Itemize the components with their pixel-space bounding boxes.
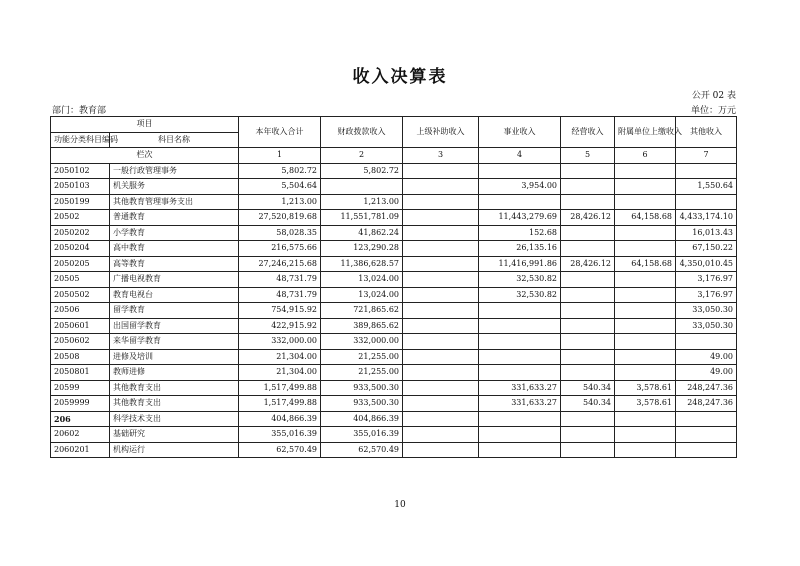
table-row xyxy=(51,365,737,381)
cell-name: 其他教育支出 xyxy=(110,380,239,396)
cell-affiliated xyxy=(615,241,676,257)
cell-other: 1,550.64 xyxy=(676,179,737,195)
cell-operating xyxy=(561,287,615,303)
cell-fiscal: 62,570.49 xyxy=(321,442,403,458)
cell-name: 基础研究 xyxy=(110,427,239,443)
cell-other xyxy=(676,411,737,427)
cell-total: 27,520,819.68 xyxy=(239,210,321,226)
cell-operating xyxy=(561,442,615,458)
cell-operating xyxy=(561,225,615,241)
cell-affiliated xyxy=(615,318,676,334)
col-index-label: 栏次 xyxy=(51,148,239,164)
cell-other xyxy=(676,442,737,458)
cell-total: 62,570.49 xyxy=(239,442,321,458)
cell-fiscal xyxy=(321,179,403,195)
table-row xyxy=(51,179,737,195)
cell-business: 331,633.27 xyxy=(479,380,561,396)
cell-operating xyxy=(561,318,615,334)
cell-affiliated: 3,578.61 xyxy=(615,380,676,396)
col-index-2: 2 xyxy=(321,148,403,164)
header-superior: 上级补助收入 xyxy=(403,117,479,148)
cell-total: 1,213.00 xyxy=(239,194,321,210)
cell-fiscal: 13,024.00 xyxy=(321,287,403,303)
col-index-5: 5 xyxy=(561,148,615,164)
cell-name: 留学教育 xyxy=(110,303,239,319)
cell-total: 5,802.72 xyxy=(239,163,321,179)
cell-name: 其他教育管理事务支出 xyxy=(110,194,239,210)
cell-affiliated xyxy=(615,334,676,350)
cell-fiscal: 933,500.30 xyxy=(321,380,403,396)
cell-affiliated: 64,158.68 xyxy=(615,210,676,226)
cell-other: 248,247.36 xyxy=(676,396,737,412)
cell-business: 32,530.82 xyxy=(479,287,561,303)
cell-name: 进修及培训 xyxy=(110,349,239,365)
cell-affiliated xyxy=(615,349,676,365)
cell-fiscal: 355,016.39 xyxy=(321,427,403,443)
header-total: 本年收入合计 xyxy=(239,117,321,148)
table-row xyxy=(51,163,737,179)
cell-operating xyxy=(561,241,615,257)
cell-operating: 28,426.12 xyxy=(561,256,615,272)
cell-operating xyxy=(561,411,615,427)
header-business: 事业收入 xyxy=(479,117,561,148)
cell-name: 来华留学教育 xyxy=(110,334,239,350)
cell-other xyxy=(676,194,737,210)
table-row xyxy=(51,225,737,241)
cell-other: 49.00 xyxy=(676,365,737,381)
cell-code: 206 xyxy=(51,411,110,427)
department-label: 部门：教育部 xyxy=(52,106,107,116)
cell-business xyxy=(479,318,561,334)
cell-superior xyxy=(403,272,479,288)
cell-other: 3,176.97 xyxy=(676,287,737,303)
cell-business: 331,633.27 xyxy=(479,396,561,412)
cell-name: 教育电视台 xyxy=(110,287,239,303)
cell-other: 16,013.43 xyxy=(676,225,737,241)
cell-business xyxy=(479,411,561,427)
table-row xyxy=(51,287,737,303)
cell-superior xyxy=(403,334,479,350)
cell-total: 5,504.64 xyxy=(239,179,321,195)
cell-operating xyxy=(561,303,615,319)
cell-affiliated: 3,578.61 xyxy=(615,396,676,412)
cell-affiliated xyxy=(615,365,676,381)
income-table xyxy=(50,116,737,458)
table-row xyxy=(51,318,737,334)
cell-operating: 540.34 xyxy=(561,380,615,396)
cell-total: 1,517,499.88 xyxy=(239,396,321,412)
cell-operating xyxy=(561,194,615,210)
cell-fiscal: 721,865.62 xyxy=(321,303,403,319)
cell-total: 21,304.00 xyxy=(239,365,321,381)
cell-operating: 28,426.12 xyxy=(561,210,615,226)
cell-fiscal: 11,386,628.57 xyxy=(321,256,403,272)
cell-operating xyxy=(561,365,615,381)
table-row xyxy=(51,442,737,458)
col-index-1: 1 xyxy=(239,148,321,164)
cell-code: 2059999 xyxy=(51,396,110,412)
cell-fiscal: 389,865.62 xyxy=(321,318,403,334)
cell-business: 26,135.16 xyxy=(479,241,561,257)
cell-name: 普通教育 xyxy=(110,210,239,226)
cell-fiscal: 41,862.24 xyxy=(321,225,403,241)
cell-code: 20508 xyxy=(51,349,110,365)
cell-business: 11,416,991.86 xyxy=(479,256,561,272)
cell-superior xyxy=(403,241,479,257)
cell-operating xyxy=(561,179,615,195)
cell-superior xyxy=(403,427,479,443)
cell-code: 2050199 xyxy=(51,194,110,210)
cell-total: 48,731.79 xyxy=(239,272,321,288)
cell-operating xyxy=(561,334,615,350)
cell-business xyxy=(479,365,561,381)
cell-business xyxy=(479,303,561,319)
cell-code: 20506 xyxy=(51,303,110,319)
sheet-number: 公开 02 表 xyxy=(691,91,736,101)
cell-superior xyxy=(403,303,479,319)
cell-affiliated xyxy=(615,272,676,288)
cell-business: 152.68 xyxy=(479,225,561,241)
table-row xyxy=(51,272,737,288)
cell-total: 404,866.39 xyxy=(239,411,321,427)
col-index-6: 6 xyxy=(615,148,676,164)
cell-other: 248,247.36 xyxy=(676,380,737,396)
cell-business xyxy=(479,163,561,179)
table-row xyxy=(51,194,737,210)
cell-other xyxy=(676,334,737,350)
page-number: 10 xyxy=(394,500,406,510)
cell-business xyxy=(479,334,561,350)
cell-code: 2050801 xyxy=(51,365,110,381)
cell-fiscal: 21,255.00 xyxy=(321,349,403,365)
cell-business xyxy=(479,349,561,365)
cell-fiscal: 11,551,781.09 xyxy=(321,210,403,226)
cell-superior xyxy=(403,442,479,458)
cell-other xyxy=(676,163,737,179)
cell-superior xyxy=(403,411,479,427)
cell-fiscal: 123,290.28 xyxy=(321,241,403,257)
unit-label: 单位：万元 xyxy=(690,106,736,116)
cell-fiscal: 21,255.00 xyxy=(321,365,403,381)
cell-superior xyxy=(403,349,479,365)
cell-affiliated xyxy=(615,303,676,319)
cell-code: 20502 xyxy=(51,210,110,226)
table-row xyxy=(51,396,737,412)
cell-code: 2050602 xyxy=(51,334,110,350)
cell-code: 20602 xyxy=(51,427,110,443)
header-fiscal: 财政拨款收入 xyxy=(321,117,403,148)
cell-superior xyxy=(403,163,479,179)
table-row xyxy=(51,256,737,272)
cell-code: 2050502 xyxy=(51,287,110,303)
header-affiliated: 附属单位上缴收入 xyxy=(615,117,676,148)
cell-code: 2060201 xyxy=(51,442,110,458)
cell-superior xyxy=(403,287,479,303)
table-row xyxy=(51,427,737,443)
cell-other: 3,176.97 xyxy=(676,272,737,288)
cell-name: 广播电视教育 xyxy=(110,272,239,288)
cell-operating xyxy=(561,272,615,288)
cell-affiliated xyxy=(615,287,676,303)
cell-superior xyxy=(403,256,479,272)
cell-affiliated xyxy=(615,163,676,179)
cell-affiliated xyxy=(615,411,676,427)
cell-operating xyxy=(561,163,615,179)
cell-other: 4,433,174.10 xyxy=(676,210,737,226)
cell-code: 2050601 xyxy=(51,318,110,334)
cell-code: 2050202 xyxy=(51,225,110,241)
cell-name: 其他教育支出 xyxy=(110,396,239,412)
cell-total: 332,000.00 xyxy=(239,334,321,350)
table-row xyxy=(51,349,737,365)
cell-total: 21,304.00 xyxy=(239,349,321,365)
cell-other xyxy=(676,427,737,443)
cell-fiscal: 1,213.00 xyxy=(321,194,403,210)
cell-total: 58,028.35 xyxy=(239,225,321,241)
cell-affiliated xyxy=(615,442,676,458)
cell-code: 2050102 xyxy=(51,163,110,179)
cell-name: 一般行政管理事务 xyxy=(110,163,239,179)
cell-name: 出国留学教育 xyxy=(110,318,239,334)
cell-business: 11,443,279.69 xyxy=(479,210,561,226)
cell-fiscal: 933,500.30 xyxy=(321,396,403,412)
cell-name: 科学技术支出 xyxy=(110,411,239,427)
cell-code: 20599 xyxy=(51,380,110,396)
cell-superior xyxy=(403,179,479,195)
cell-superior xyxy=(403,225,479,241)
cell-business xyxy=(479,442,561,458)
header-subject-name: 科目名称 xyxy=(110,132,239,148)
cell-affiliated xyxy=(615,427,676,443)
cell-affiliated xyxy=(615,225,676,241)
cell-operating xyxy=(561,349,615,365)
cell-name: 教师进修 xyxy=(110,365,239,381)
cell-superior xyxy=(403,318,479,334)
cell-superior xyxy=(403,396,479,412)
header-operating: 经营收入 xyxy=(561,117,615,148)
table-row xyxy=(51,303,737,319)
cell-operating xyxy=(561,427,615,443)
table-row xyxy=(51,241,737,257)
table-row xyxy=(51,334,737,350)
column-index-row xyxy=(51,148,737,164)
cell-total: 422,915.92 xyxy=(239,318,321,334)
cell-business xyxy=(479,194,561,210)
header-other: 其他收入 xyxy=(676,117,737,148)
cell-affiliated xyxy=(615,194,676,210)
cell-total: 1,517,499.88 xyxy=(239,380,321,396)
cell-other: 33,050.30 xyxy=(676,303,737,319)
table-row xyxy=(51,411,737,427)
cell-superior xyxy=(403,365,479,381)
col-index-7: 7 xyxy=(676,148,737,164)
cell-name: 小学教育 xyxy=(110,225,239,241)
cell-affiliated: 64,158.68 xyxy=(615,256,676,272)
col-index-3: 3 xyxy=(403,148,479,164)
cell-total: 355,016.39 xyxy=(239,427,321,443)
cell-other: 33,050.30 xyxy=(676,318,737,334)
cell-total: 754,915.92 xyxy=(239,303,321,319)
table-row xyxy=(51,210,737,226)
table-row xyxy=(51,380,737,396)
cell-total: 48,731.79 xyxy=(239,287,321,303)
cell-name: 高等教育 xyxy=(110,256,239,272)
cell-superior xyxy=(403,210,479,226)
col-index-4: 4 xyxy=(479,148,561,164)
cell-code: 2050103 xyxy=(51,179,110,195)
cell-fiscal: 332,000.00 xyxy=(321,334,403,350)
header-item: 项目 xyxy=(51,117,239,133)
cell-fiscal: 5,802.72 xyxy=(321,163,403,179)
header-func-code: 功能分类科目编码 xyxy=(51,132,110,148)
cell-code: 2050205 xyxy=(51,256,110,272)
cell-other: 49.00 xyxy=(676,349,737,365)
cell-other: 4,350,010.45 xyxy=(676,256,737,272)
cell-code: 20505 xyxy=(51,272,110,288)
cell-superior xyxy=(403,194,479,210)
cell-name: 机关服务 xyxy=(110,179,239,195)
cell-business xyxy=(479,427,561,443)
cell-total: 216,575.66 xyxy=(239,241,321,257)
cell-other: 67,150.22 xyxy=(676,241,737,257)
cell-affiliated xyxy=(615,179,676,195)
cell-total: 27,246,215.68 xyxy=(239,256,321,272)
cell-fiscal: 13,024.00 xyxy=(321,272,403,288)
page-title: 收入决算表 xyxy=(352,67,448,87)
cell-business: 3,954.00 xyxy=(479,179,561,195)
cell-name: 高中教育 xyxy=(110,241,239,257)
cell-superior xyxy=(403,380,479,396)
cell-business: 32,530.82 xyxy=(479,272,561,288)
cell-fiscal: 404,866.39 xyxy=(321,411,403,427)
cell-name: 机构运行 xyxy=(110,442,239,458)
cell-operating: 540.34 xyxy=(561,396,615,412)
cell-code: 2050204 xyxy=(51,241,110,257)
